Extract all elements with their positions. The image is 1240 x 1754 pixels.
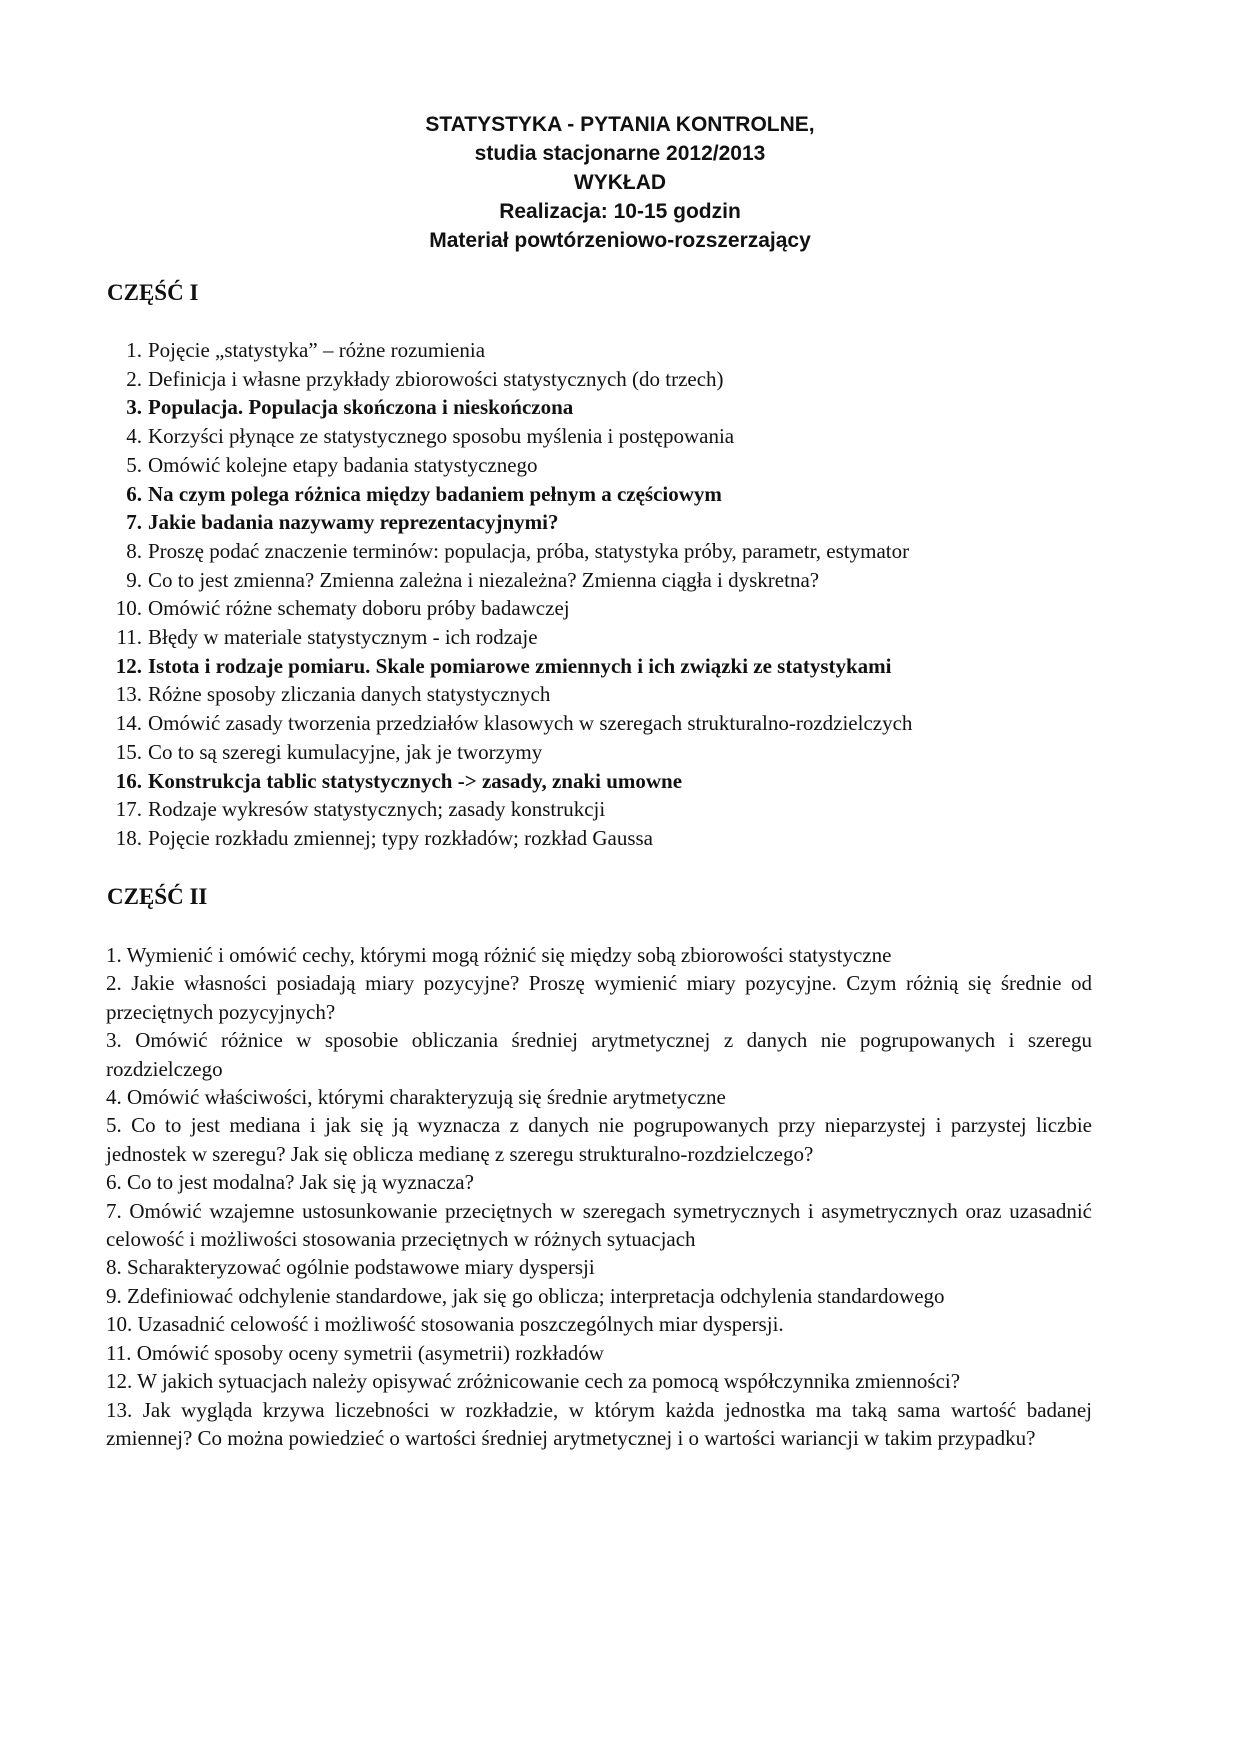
item-text: W jakich sytuacjach należy opisywać zróżnicowanie cech za pomocą współczynnika zmienności? [137, 1369, 961, 1394]
list-item [106, 1083, 1092, 1111]
item-number: 11. [106, 1340, 132, 1365]
list-item [106, 1253, 1092, 1281]
list-item [106, 1197, 1092, 1254]
list-item [100, 709, 1100, 738]
part2-heading: CZĘŚĆ II [107, 884, 208, 909]
list-item [100, 336, 1100, 365]
item-number: 6. [106, 1170, 122, 1195]
item-text: Omówić sposoby oceny symetrii (asymetrii) rozkładów [136, 1340, 604, 1365]
item-number: 13. [115, 682, 142, 707]
item-text: Omówić różne schematy doboru próby badawczej [148, 596, 570, 621]
item-number: 15. [115, 739, 142, 764]
list-item [106, 1310, 1092, 1338]
item-text: Co to są szeregi kumulacyjne, jak je tworzymy [148, 739, 543, 764]
part2-question-list [106, 941, 1092, 1452]
item-number: 3. [106, 1028, 122, 1053]
item-number: 6. [126, 481, 142, 506]
document-header [0, 110, 1240, 255]
list-item [106, 1168, 1092, 1196]
item-number: 9. [106, 1283, 122, 1308]
header-course-type: WYKŁAD [573, 171, 667, 194]
list-item [106, 1396, 1092, 1453]
item-text: Jakie badania nazywamy reprezentacyjnymi? [148, 510, 559, 535]
item-number: 1. [126, 338, 142, 362]
item-number: 8. [126, 538, 142, 563]
item-text: Pojęcie „statystyka” – różne rozumienia [148, 338, 486, 362]
item-text: Pojęcie rozkładu zmiennej; typy rozkładów; rozkład Gaussa [148, 825, 654, 850]
item-text: Omówić kolejne etapy badania statystycznego [148, 452, 538, 477]
item-number: 7. [126, 510, 142, 535]
item-text: Omówić wzajemne ustosunkowanie przeciętnych w szeregach symetrycznych i asymetrycznych oraz uzasadnić celowość i możliwości stosowania przeciętnych w różnych sytuacjach [106, 1198, 1093, 1252]
item-number: 14. [115, 711, 142, 736]
part1-heading: CZĘŚĆ I [107, 280, 199, 305]
item-number: 2. [106, 971, 122, 996]
list-item [100, 422, 1100, 451]
list-item [100, 393, 1100, 422]
list-item [100, 508, 1100, 537]
list-item [106, 1367, 1092, 1395]
item-number: 13. [106, 1397, 133, 1422]
item-text: Omówić właściwości, którymi charakteryzują się średnie arytmetyczne [127, 1085, 726, 1110]
list-item [100, 623, 1100, 652]
item-text: Omówić zasady tworzenia przedziałów klasowych w szeregach strukturalno-rozdzielczych [148, 711, 913, 736]
item-number: 12. [115, 653, 142, 678]
item-number: 8. [106, 1255, 122, 1280]
header-title: STATYSTYKA - PYTANIA KONTROLNE, [425, 113, 815, 136]
item-number: 4. [126, 424, 142, 449]
item-text: Rodzaje wykresów statystycznych; zasady konstrukcji [148, 797, 606, 822]
list-item [100, 795, 1100, 824]
item-number: 10. [106, 1312, 133, 1337]
item-text: Populacja. Populacja skończona i nieskończona [148, 395, 574, 420]
list-item [106, 1339, 1092, 1367]
item-text: Co to jest zmienna? Zmienna zależna i niezależna? Zmienna ciągła i dyskretna? [148, 567, 820, 592]
part1-question-list [100, 336, 1100, 853]
item-text: Błędy w materiale statystycznym - ich rodzaje [148, 625, 538, 650]
item-text: Definicja i własne przykłady zbiorowości statystycznych (do trzech) [148, 366, 724, 391]
list-item [100, 451, 1100, 480]
item-text: Różne sposoby zliczania danych statystycznych [148, 682, 551, 707]
item-number: 11. [116, 625, 142, 650]
item-text: Jakie własności posiadają miary pozycyjne? Proszę wymienić miary pozycyjne. Czym różnią się średnie od przeciętnych pozycyjnych? [106, 971, 1092, 1024]
list-item [106, 1026, 1092, 1083]
item-text: Co to jest mediana i jak się ją wyznacza z danych nie pogrupowanych przy nieparzystej i parzystej liczbie jednostek w szeregu? Jak się oblicza medianę z szeregu strukturalno-rozdzielczego? [106, 1113, 1092, 1166]
list-item [100, 594, 1100, 623]
list-item [106, 1282, 1092, 1310]
header-study-mode: studia stacjonarne 2012/2013 [474, 142, 766, 165]
header-hours: Realizacja: 10-15 godzin [499, 200, 741, 223]
item-number: 5. [106, 1113, 122, 1138]
item-number: 7. [106, 1198, 122, 1223]
list-item [100, 652, 1100, 681]
list-item [100, 480, 1100, 509]
item-number: 2. [126, 366, 142, 391]
item-text: Omówić różnice w sposobie obliczania średniej arytmetycznej z danych nie pogrupowanych i szeregu rozdzielczego [106, 1028, 1092, 1081]
item-text: Co to jest modalna? Jak się ją wyznacza? [127, 1170, 474, 1195]
item-text: Konstrukcja tablic statystycznych -> zasady, znaki umowne [148, 768, 683, 793]
item-number: 1. [106, 943, 122, 967]
list-item [100, 680, 1100, 709]
item-text: Istota i rodzaje pomiaru. Skale pomiarowe zmiennych i ich związki ze statystykami [148, 653, 892, 678]
item-number: 12. [106, 1369, 133, 1394]
item-number: 4. [106, 1085, 122, 1110]
list-item [106, 969, 1092, 1026]
list-item [100, 566, 1100, 595]
header-material-type: Materiał powtórzeniowo-rozszerzający [429, 229, 811, 252]
list-item [100, 824, 1100, 853]
list-item [100, 365, 1100, 394]
item-text: Wymienić i omówić cechy, którymi mogą różnić się między sobą zbiorowości statystyczne [126, 943, 892, 967]
item-number: 17. [115, 797, 142, 822]
list-item [100, 738, 1100, 767]
item-text: Uzasadnić celowość i możliwość stosowania poszczególnych miar dyspersji. [137, 1312, 784, 1337]
item-number: 18. [115, 825, 142, 850]
item-text: Zdefiniować odchylenie standardowe, jak się go oblicza; interpretacja odchylenia standardowego [127, 1283, 945, 1308]
list-item [100, 537, 1100, 566]
item-number: 5. [126, 452, 142, 477]
item-number: 3. [126, 395, 142, 420]
item-number: 9. [126, 567, 142, 592]
list-item [100, 767, 1100, 796]
item-number: 10. [115, 596, 142, 621]
item-text: Scharakteryzować ogólnie podstawowe miary dyspersji [127, 1255, 595, 1280]
item-number: 16. [115, 768, 142, 793]
list-item [106, 941, 1092, 969]
item-text: Korzyści płynące ze statystycznego sposobu myślenia i postępowania [148, 424, 735, 449]
item-text: Jak wygląda krzywa liczebności w rozkładzie, w którym każda jednostka ma taką sama wartość badanej zmiennej? Co można powiedzieć o wartości średniej arytmetycznej i o wartości wariancji w takim przypadku? [106, 1397, 1093, 1450]
item-text: Na czym polega różnica między badaniem pełnym a częściowym [148, 481, 722, 506]
list-item [106, 1111, 1092, 1168]
item-text: Proszę podać znaczenie terminów: populacja, próba, statystyka próby, parametr, estymator [148, 538, 910, 563]
